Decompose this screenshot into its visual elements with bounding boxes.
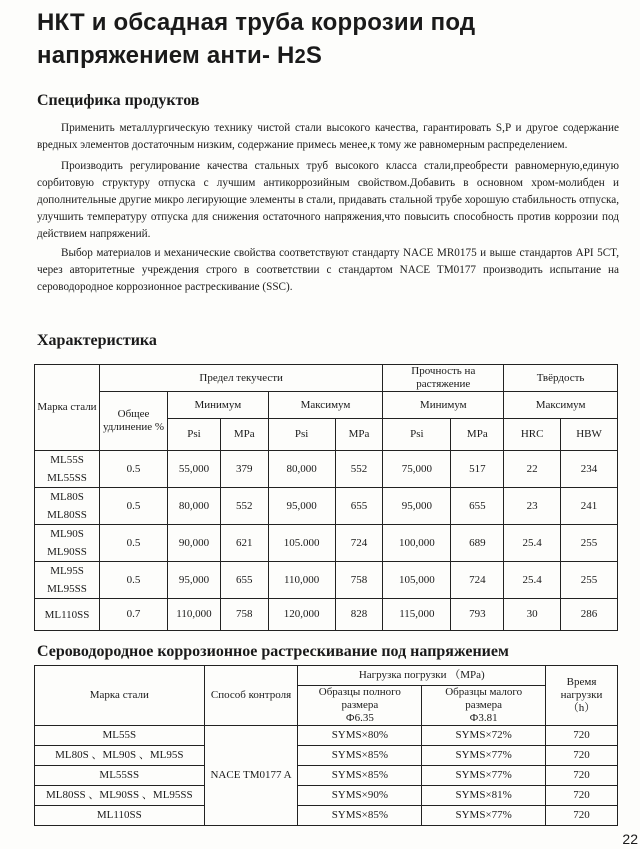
value-cell-time: 720 <box>546 806 618 826</box>
value-cell-time: 720 <box>546 786 618 806</box>
title-line-1: НКТ и обсадная труба коррозии под <box>37 9 476 36</box>
table-row <box>35 488 618 525</box>
value-cell-ymin-psi: 110,000 <box>168 599 221 631</box>
value-cell-el: 0.5 <box>100 488 168 525</box>
paragraph: Производить регулирование качества стальных труб высокого класса стали,преобрести равномерную,единую сорбитовую структуру отпуска с лучшим антикоррозийным свойством.Добавить в основном хром-молибден и дополнительные другие микро легирующие элементы в стали, придавать стальной трубе хорошую стабильность отпуска, улучшить температуру отпуска для снижения остаточного напряжения,что повысить способность против коррозии под действием напряжений. <box>37 160 619 240</box>
header-yield-max: Максимум <box>268 392 383 419</box>
grade-cell: ML55S ML55SS <box>35 451 100 488</box>
header-yield-min: Минимум <box>168 392 269 419</box>
section-heading-ssc: Сероводородное коррозионное растрескивание под напряжением <box>37 643 509 660</box>
table-row <box>35 726 618 746</box>
header-elongation: Общее удлинение % <box>100 392 168 451</box>
value-cell-el: 0.7 <box>100 599 168 631</box>
header-yield: Предел текучести <box>100 365 383 392</box>
characteristics-table <box>34 364 618 631</box>
ssc-table <box>34 665 618 826</box>
header-method: Способ контроля <box>204 666 298 726</box>
value-cell-ymin-mpa: 552 <box>220 488 268 525</box>
table-row <box>35 806 618 826</box>
page-title <box>37 6 607 74</box>
value-cell-time: 720 <box>546 726 618 746</box>
value-cell-ymin-mpa: 655 <box>220 562 268 599</box>
value-cell-hrc: 30 <box>504 599 561 631</box>
value-cell-t-mpa: 517 <box>451 451 504 488</box>
page-number: 22 <box>622 831 638 847</box>
value-cell-ymax-mpa: 724 <box>335 525 383 562</box>
value-cell-ymin-psi: 95,000 <box>168 562 221 599</box>
header-tensile: Прочность на растяжение <box>383 365 504 392</box>
value-cell-hbw: 255 <box>561 525 618 562</box>
grade-cell: ML110SS <box>35 806 205 826</box>
value-cell-full: SYMS×85% <box>298 806 422 826</box>
unit-mpa: MPa <box>451 419 504 451</box>
value-cell-small: SYMS×77% <box>422 746 546 766</box>
value-cell-ymin-mpa: 379 <box>220 451 268 488</box>
header-load: Нагрузка погрузки （MPa) <box>298 666 546 686</box>
value-cell-ymax-mpa: 552 <box>335 451 383 488</box>
value-cell-hbw: 234 <box>561 451 618 488</box>
grade-cell: ML95S ML95SS <box>35 562 100 599</box>
table-row <box>35 599 618 631</box>
grade-cell: ML110SS <box>35 599 100 631</box>
grade-cell: ML80S ML80SS <box>35 488 100 525</box>
header-tensile-min: Минимум <box>383 392 504 419</box>
paragraph: Применить металлургическую технику чистой стали высокого качества, гарантировать S,P и другое содержание вредных элементов достаточным низким, содержание примесь менее,к тому же равномерным распределением. <box>37 122 619 151</box>
value-cell-ymax-psi: 110,000 <box>268 562 335 599</box>
value-cell-ymin-psi: 55,000 <box>168 451 221 488</box>
table-row <box>35 786 618 806</box>
header-grade: Марка стали <box>35 666 205 726</box>
value-cell-hrc: 22 <box>504 451 561 488</box>
value-cell-full: SYMS×85% <box>298 746 422 766</box>
value-cell-t-mpa: 689 <box>451 525 504 562</box>
value-cell-ymax-mpa: 828 <box>335 599 383 631</box>
value-cell-full: SYMS×90% <box>298 786 422 806</box>
value-cell-t-psi: 105,000 <box>383 562 451 599</box>
value-cell-time: 720 <box>546 746 618 766</box>
value-cell-ymax-mpa: 655 <box>335 488 383 525</box>
value-cell-small: SYMS×77% <box>422 766 546 786</box>
value-cell-small: SYMS×72% <box>422 726 546 746</box>
value-cell-time: 720 <box>546 766 618 786</box>
value-cell-full: SYMS×80% <box>298 726 422 746</box>
value-cell-el: 0.5 <box>100 451 168 488</box>
title-line-2: напряжением анти- H2S <box>37 42 323 69</box>
unit-psi: Psi <box>168 419 221 451</box>
table-row <box>35 451 618 488</box>
paragraph: Выбор материалов и механические свойства соответствуют стандарту NACE MR0175 и выше стандартов API 5CT, через авторитетные учреждения строго в соответствии с стандартом NACE TM0177 производить испытание на сероводородное коррозионное растрескивание (SSC). <box>37 247 619 293</box>
unit-hbw: HBW <box>561 419 618 451</box>
table-row <box>35 562 618 599</box>
unit-hrc: HRC <box>504 419 561 451</box>
value-cell-ymin-mpa: 758 <box>220 599 268 631</box>
value-cell-hrc: 25.4 <box>504 562 561 599</box>
grade-cell: ML55S <box>35 726 205 746</box>
value-cell-ymin-psi: 80,000 <box>168 488 221 525</box>
value-cell-hbw: 255 <box>561 562 618 599</box>
header-grade: Марка стали <box>35 365 100 451</box>
value-cell-t-psi: 115,000 <box>383 599 451 631</box>
header-hardness-max: Максимум <box>504 392 618 419</box>
value-cell-el: 0.5 <box>100 525 168 562</box>
header-time: Время нагрузки （h） <box>546 666 618 726</box>
value-cell-ymax-psi: 95,000 <box>268 488 335 525</box>
section-heading-specs: Специфика продуктов <box>37 92 200 109</box>
unit-mpa: MPa <box>335 419 383 451</box>
value-cell-t-mpa: 793 <box>451 599 504 631</box>
value-cell-small: SYMS×81% <box>422 786 546 806</box>
value-cell-t-psi: 100,000 <box>383 525 451 562</box>
value-cell-ymax-mpa: 758 <box>335 562 383 599</box>
value-cell-ymin-psi: 90,000 <box>168 525 221 562</box>
value-cell-el: 0.5 <box>100 562 168 599</box>
value-cell-small: SYMS×77% <box>422 806 546 826</box>
table-row <box>35 766 618 786</box>
method-cell: NACE TM0177 A <box>204 726 298 826</box>
value-cell-t-mpa: 724 <box>451 562 504 599</box>
grade-cell: ML55SS <box>35 766 205 786</box>
value-cell-full: SYMS×85% <box>298 766 422 786</box>
value-cell-t-psi: 75,000 <box>383 451 451 488</box>
value-cell-ymax-psi: 120,000 <box>268 599 335 631</box>
value-cell-hbw: 241 <box>561 488 618 525</box>
header-hardness: Твёрдость <box>504 365 618 392</box>
value-cell-hrc: 23 <box>504 488 561 525</box>
value-cell-ymax-psi: 105.000 <box>268 525 335 562</box>
value-cell-t-mpa: 655 <box>451 488 504 525</box>
value-cell-hrc: 25.4 <box>504 525 561 562</box>
section-heading-characteristics: Характеристика <box>37 332 157 349</box>
grade-cell: ML80SS 、ML90SS 、ML95SS <box>35 786 205 806</box>
value-cell-ymin-mpa: 621 <box>220 525 268 562</box>
grade-cell: ML80S 、ML90S 、ML95S <box>35 746 205 766</box>
unit-psi: Psi <box>268 419 335 451</box>
table-row <box>35 746 618 766</box>
unit-psi: Psi <box>383 419 451 451</box>
unit-mpa: MPa <box>220 419 268 451</box>
grade-cell: ML90S ML90SS <box>35 525 100 562</box>
header-small-size: Образцы малого размера Ф3.81 <box>422 686 546 726</box>
header-full-size: Образцы полного размера Ф6.35 <box>298 686 422 726</box>
specs-text <box>37 120 619 296</box>
table-row <box>35 525 618 562</box>
value-cell-ymax-psi: 80,000 <box>268 451 335 488</box>
value-cell-t-psi: 95,000 <box>383 488 451 525</box>
value-cell-hbw: 286 <box>561 599 618 631</box>
